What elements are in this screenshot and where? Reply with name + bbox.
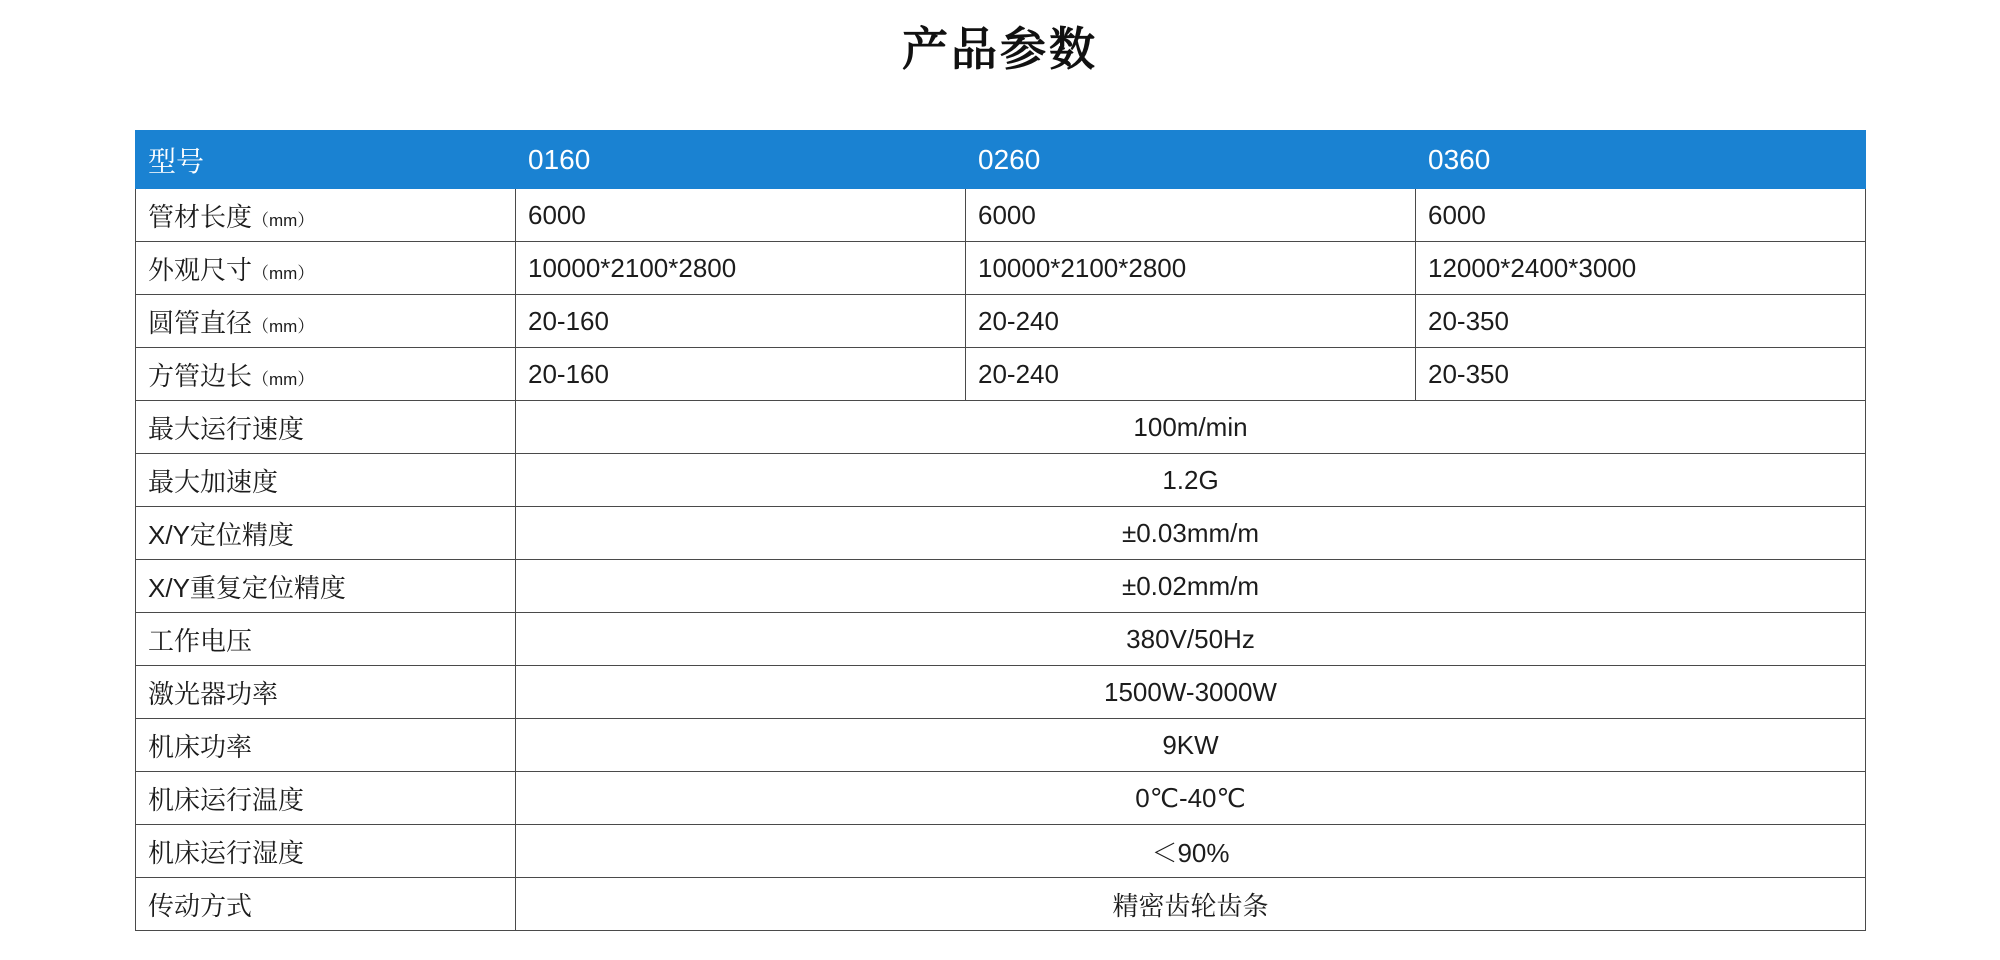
row-label [136,666,516,719]
row-value-merged: ±0.03mm/m [516,507,1866,560]
row-value-merged: ±0.02mm/m [516,560,1866,613]
row-label-text: 机床运行湿度 [148,837,305,868]
row-value-0: 6000 [516,189,966,242]
row-label-text: X/Y重复定位精度 [148,572,346,603]
row-label [136,242,516,295]
row-label [136,507,516,560]
row-value-2: 6000 [1416,189,1866,242]
row-label-text: 传动方式 [148,890,253,921]
table-row [136,295,1866,348]
row-label [136,719,516,772]
row-label-unit: （mm） [252,316,315,336]
table-row [136,772,1866,825]
table-header-row [136,131,1866,189]
table-row [136,666,1866,719]
row-label-text: 激光器功率 [148,678,279,709]
row-label [136,189,516,242]
spec-sheet-page [0,22,2000,960]
table-body [136,131,1866,931]
row-label-text: 管材长度 [148,201,253,232]
row-value-0: 20-160 [516,348,966,401]
table-row [136,560,1866,613]
header-cell-model-1: 0260 [966,131,1416,189]
table-row [136,189,1866,242]
row-value-1: 6000 [966,189,1416,242]
row-label-text: 外观尺寸 [148,254,253,285]
product-parameters-table [135,130,1866,931]
header-cell-model-2: 0360 [1416,131,1866,189]
page-title: 产品参数 [902,23,1098,75]
table-row [136,878,1866,931]
header-cell-model-0: 0160 [516,131,966,189]
row-label [136,560,516,613]
row-label [136,295,516,348]
row-value-merged: 1500W-3000W [516,666,1866,719]
row-value-0: 10000*2100*2800 [516,242,966,295]
row-label-text: 工作电压 [148,625,253,656]
row-value-merged: 380V/50Hz [516,613,1866,666]
row-label-text: 机床运行温度 [148,784,305,815]
row-value-merged: 100m/min [516,401,1866,454]
table-row [136,348,1866,401]
row-label-text: 方管边长 [148,360,253,391]
row-value-2: 20-350 [1416,348,1866,401]
row-label [136,772,516,825]
table-row [136,401,1866,454]
table-row [136,242,1866,295]
row-value-merged: ＜90% [516,825,1866,878]
spec-table-container [135,130,1865,931]
row-value-merged: 9KW [516,719,1866,772]
row-label-text: 圆管直径 [148,307,253,338]
row-label-text: 机床功率 [148,731,253,762]
row-label-text: X/Y定位精度 [148,519,294,550]
table-row [136,719,1866,772]
row-value-0: 20-160 [516,295,966,348]
row-value-merged: 1.2G [516,454,1866,507]
header-cell-label: 型号 [136,131,516,189]
row-value-1: 20-240 [966,348,1416,401]
row-label [136,878,516,931]
row-label [136,613,516,666]
row-label-text: 最大运行速度 [148,413,305,444]
row-value-2: 20-350 [1416,295,1866,348]
row-value-2: 12000*2400*3000 [1416,242,1866,295]
row-label [136,348,516,401]
row-label-text: 最大加速度 [148,466,279,497]
row-label-unit: （mm） [252,210,315,230]
row-label [136,825,516,878]
row-value-1: 20-240 [966,295,1416,348]
row-label [136,401,516,454]
row-label-unit: （mm） [252,263,315,283]
table-row [136,454,1866,507]
row-value-merged: 精密齿轮齿条 [516,878,1866,931]
row-value-1: 10000*2100*2800 [966,242,1416,295]
row-value-merged: 0℃-40℃ [516,772,1866,825]
row-label [136,454,516,507]
table-row [136,613,1866,666]
table-row [136,507,1866,560]
row-label-unit: （mm） [252,369,315,389]
table-row [136,825,1866,878]
